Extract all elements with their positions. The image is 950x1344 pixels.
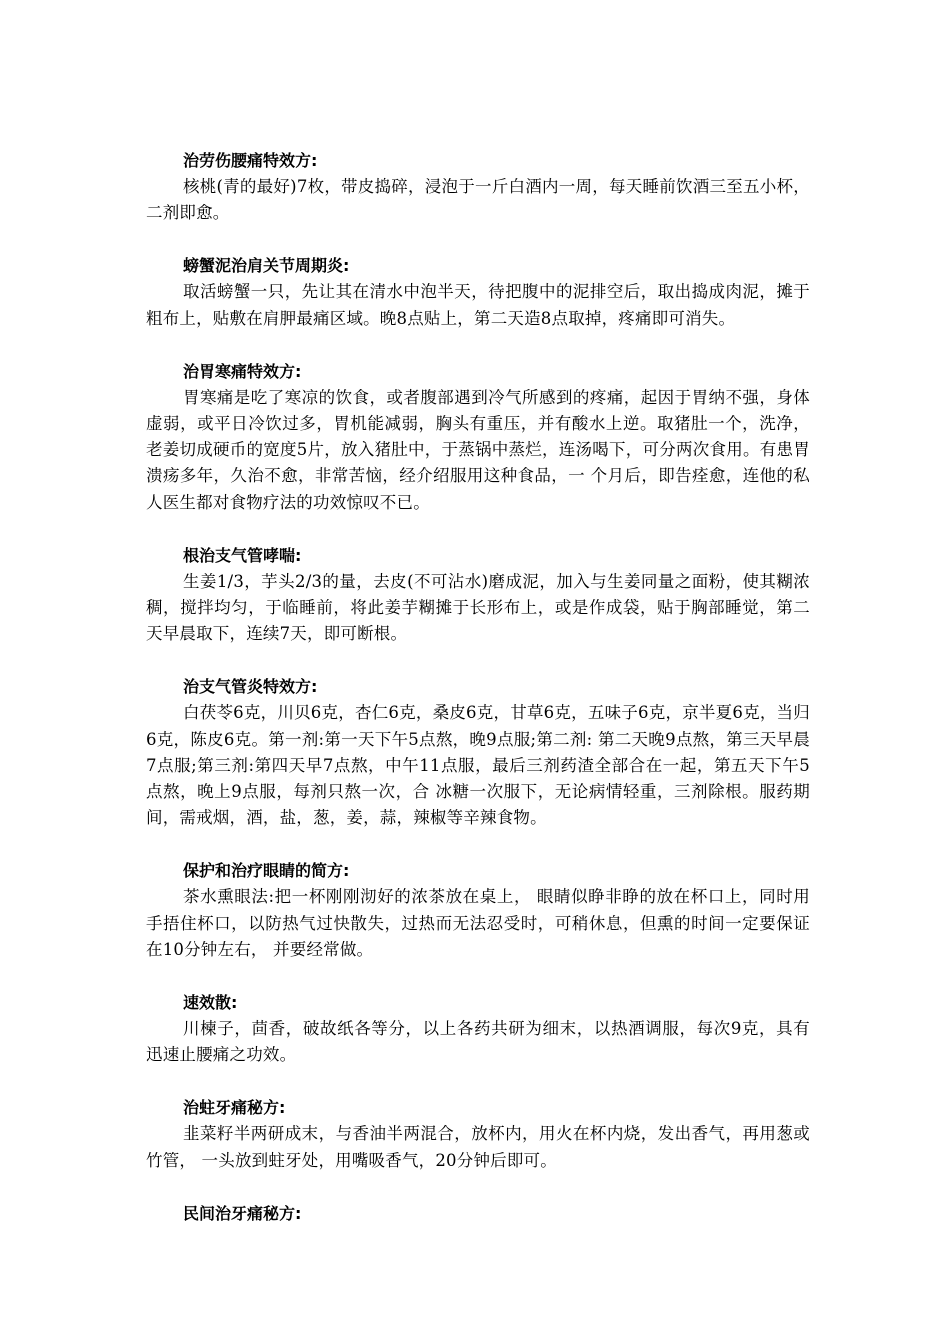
- section-heading: 螃蟹泥治肩关节周期炎:: [183, 256, 350, 276]
- remedy-section: [146, 990, 810, 1068]
- section-body: 白茯苓6克，川贝6克，杏仁6克，桑皮6克，甘草6克，五味子6克，京半夏6克，当归6克，陈皮6克。第一剂:第一天下午5点熬，晚9点服;第二剂: 第二天晚9点熬，第三天早晨7点服;第三剂:第四天早7点熬，中午11点服，最后三剂药渣全部合在一起，第五天下午5点熬，晚上9点服，每剂只熬一次，合 冰糖一次服下，无论病情轻重，三剂除根。服药期间，需戒烟，酒，盐，葱，姜，蒜，辣椒等辛辣食物。: [146, 703, 810, 828]
- remedy-section: [146, 1095, 810, 1173]
- section-heading: 治支气管炎特效方:: [183, 677, 318, 697]
- section-heading: 民间治牙痛秘方:: [183, 1203, 302, 1223]
- remedy-section: [146, 359, 810, 516]
- remedy-section: [146, 1201, 810, 1227]
- remedy-section: [146, 674, 810, 831]
- section-heading: 治劳伤腰痛特效方:: [183, 151, 318, 170]
- section-body: 茶水熏眼法:把一杯刚刚沏好的浓茶放在桌上， 眼睛似睁非睁的放在杯口上，同时用手捂住杯口，以防热气过快散失，过热而无法忍受时，可稍休息，但熏的时间一定要保证在10分钟左右， 并要经常做。: [146, 887, 810, 959]
- remedy-section: [146, 543, 810, 648]
- section-heading: 保护和治疗眼睛的简方:: [183, 861, 350, 881]
- section-body: 取活螃蟹一只，先让其在清水中泡半天，待把腹中的泥排空后，取出捣成肉泥，摊于粗布上，贴敷在肩胛最痛区域。晚8点贴上，第二天造8点取掉，疼痛即可消失。: [146, 282, 810, 328]
- section-heading: 速效散:: [183, 993, 238, 1013]
- section-heading: 根治支气管哮喘:: [183, 545, 302, 565]
- remedy-section: [146, 858, 810, 963]
- section-body: 川楝子，茴香，破故纸各等分，以上各药共研为细末，以热酒调服，每次9克，具有迅速止腰痛之功效。: [146, 1019, 810, 1065]
- section-heading: 治胃寒痛特效方:: [183, 361, 302, 381]
- remedy-section: [146, 148, 810, 226]
- remedy-section: [146, 253, 810, 331]
- section-body: 生姜1/3，芋头2/3的量，去皮(不可沾水)磨成泥，加入与生姜同量之面粉，使其糊浓稠，搅拌均匀，于临睡前，将此姜芋糊摊于长形布上，或是作成袋，贴于胸部睡觉，第二天早晨取下，连续7天，即可断根。: [146, 571, 810, 644]
- section-body: 胃寒痛是吃了寒凉的饮食，或者腹部遇到冷气所感到的疼痛，起因于胃纳不强，身体虚弱，或平日冷饮过多，胃机能减弱，胸头有重压，并有酸水上逆。取猪肚一个，洗净，老姜切成硬币的宽度5片，放入猪肚中，于蒸锅中蒸烂，连汤喝下，可分两次食用。有患胃溃疡多年，久治不愈，非常苦恼，经介绍服用这种食品，一 个月后，即告痊愈，连他的私人医生都对食物疗法的功效惊叹不已。: [146, 387, 810, 512]
- document-page: [146, 148, 810, 1254]
- section-body: 核桃(青的最好)7枚，带皮捣碎，浸泡于一斤白酒内一周，每天睡前饮酒三至五小杯，二剂即愈。: [146, 177, 810, 223]
- section-body: 韭菜籽半两研成末，与香油半两混合，放杯内，用火在杯内烧，发出香气，再用葱或竹管， 一头放到蛀牙处，用嘴吸香气，20分钟后即可。: [146, 1124, 810, 1170]
- section-heading: 治蛀牙痛秘方:: [183, 1098, 286, 1118]
